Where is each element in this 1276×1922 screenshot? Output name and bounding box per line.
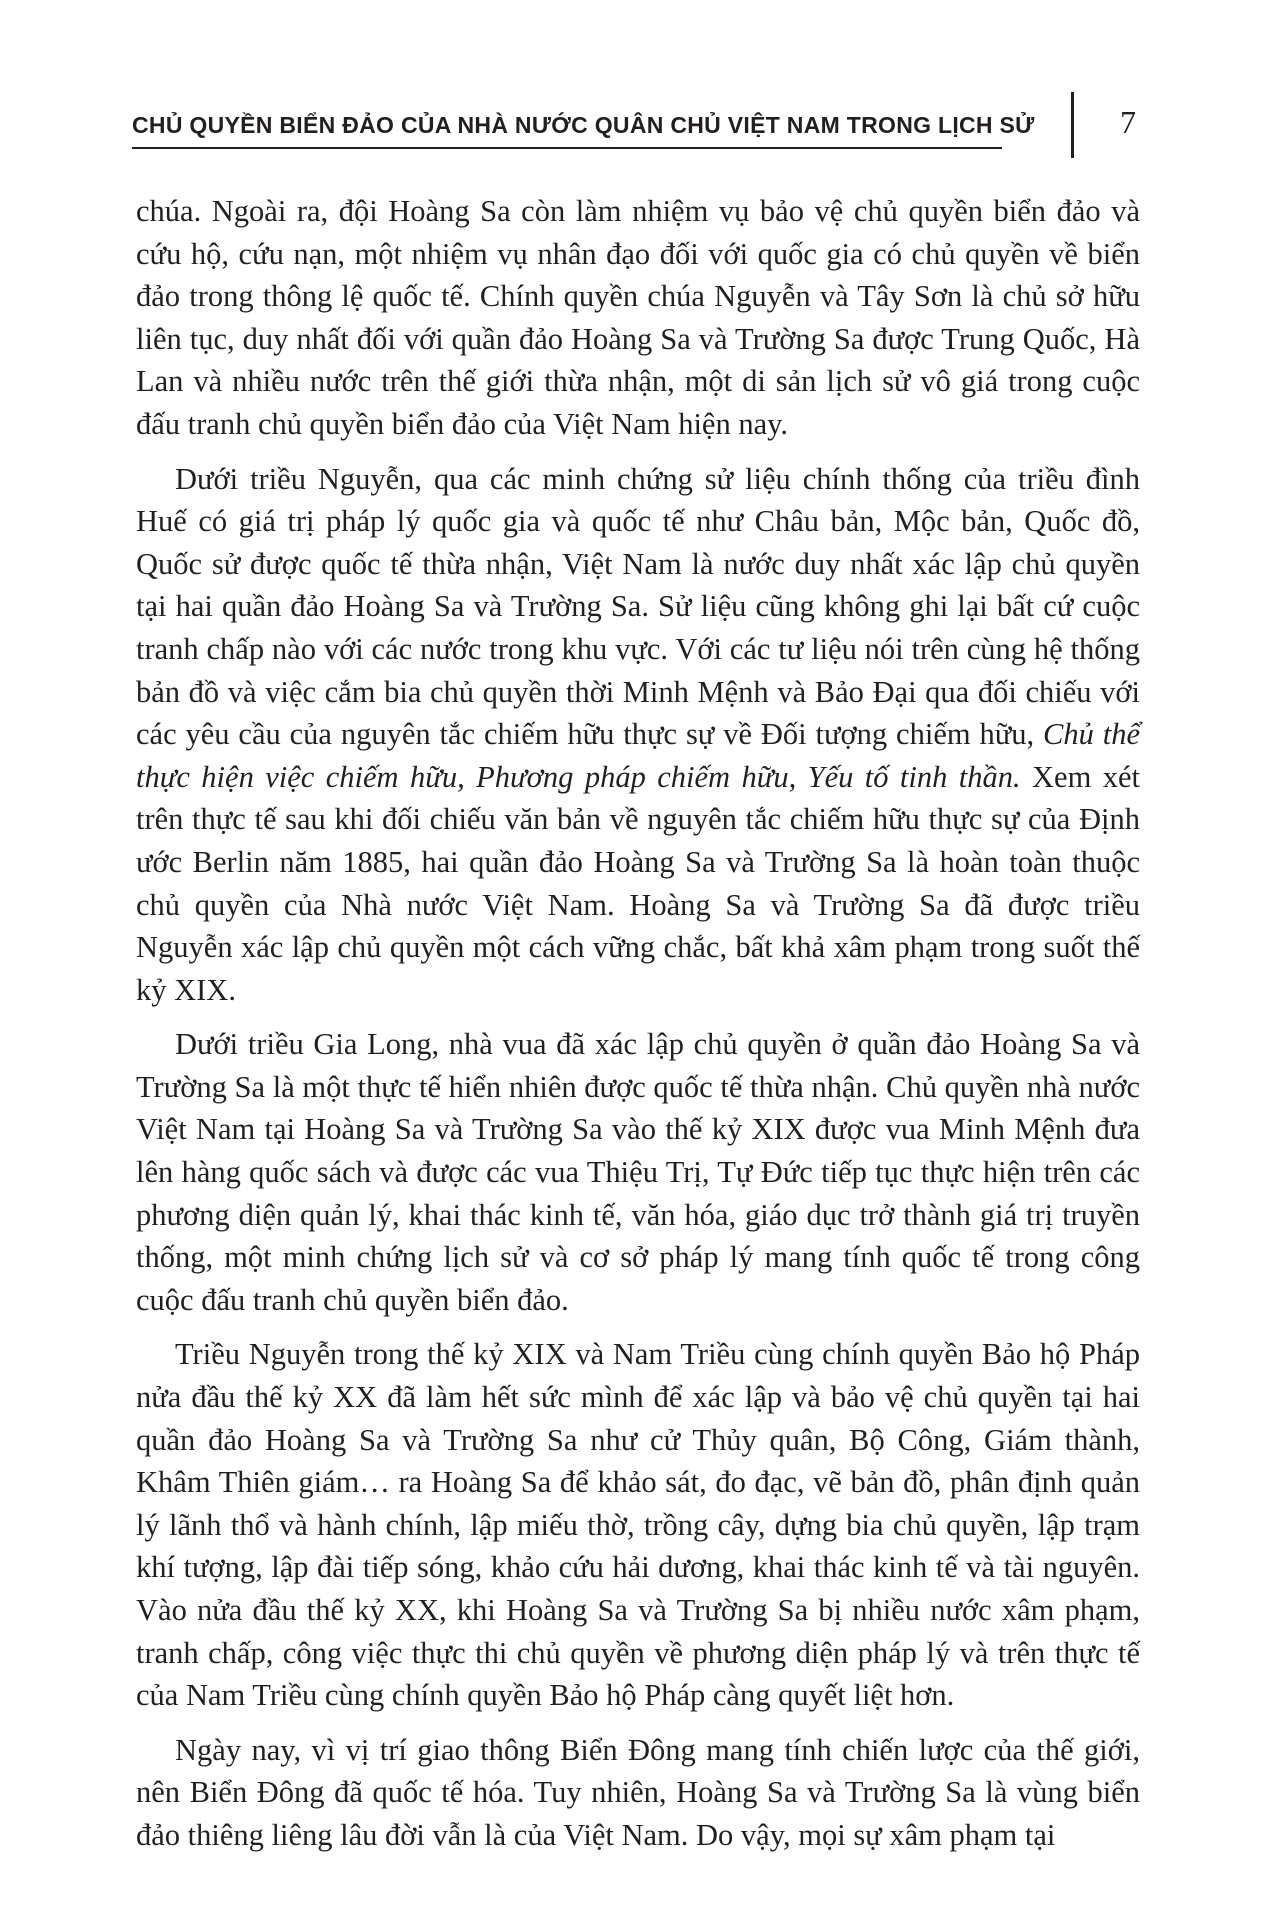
page-number-separator (1071, 92, 1074, 158)
body-text (136, 190, 1140, 1869)
paragraph-2-italic-text: Chủ thể thực hiện việc chiếm hữu, Phương pháp chiếm hữu, Yếu tố tinh thần. (136, 717, 1141, 794)
paragraph-5: Ngày nay, vì vị trí giao thông Biển Đông mang tính chiến lược của thế giới, nên Biển Đông đã quốc tế hóa. Tuy nhiên, Hoàng Sa và Trường Sa là vùng biển đảo thiêng liêng lâu đời vẫn là của Việt Nam. Do vậy, mọi sự xâm phạm tại (136, 1732, 1140, 1852)
paragraph-1: chúa. Ngoài ra, đội Hoàng Sa còn làm nhiệm vụ bảo vệ chủ quyền biển đảo và cứu hộ, cứu nạn, một nhiệm vụ nhân đạo đối với quốc gia có chủ quyền về biển đảo trong thông lệ quốc tế. Chính quyền chúa Nguyễn và Tây Sơn là chủ sở hữu liên tục, duy nhất đối với quần đảo Hoàng Sa và Trường Sa được Trung Quốc, Hà Lan và nhiều nước trên thế giới thừa nhận, một di sản lịch sử vô giá trong cuộc đấu tranh chủ quyền biển đảo của Việt Nam hiện nay. (136, 194, 1140, 441)
page-number: 7 (1120, 104, 1136, 140)
running-header-title: CHỦ QUYỀN BIỂN ĐẢO CỦA NHÀ NƯỚC QUÂN CHỦ VIỆT NAM TRONG LỊCH SỬ (132, 112, 1035, 138)
paragraph-3: Dưới triều Gia Long, nhà vua đã xác lập chủ quyền ở quần đảo Hoàng Sa và Trường Sa là một thực tế hiển nhiên được quốc tế thừa nhận. Chủ quyền nhà nước Việt Nam tại Hoàng Sa và Trường Sa vào thế kỷ XIX được vua Minh Mệnh đưa lên hàng quốc sách và được các vua Thiệu Trị, Tự Đức tiếp tục thực hiện trên các phương diện quản lý, khai thác kinh tế, văn hóa, giáo dục trở thành giá trị truyền thống, một minh chứng lịch sử và cơ sở pháp lý mang tính quốc tế trong công cuộc đấu tranh chủ quyền biển đảo. (136, 1027, 1140, 1317)
running-header (132, 100, 1035, 152)
paragraph-2 (136, 458, 1140, 1012)
paragraph-2-text-end: Xem xét trên thực tế sau khi đối chiếu văn bản về nguyên tắc chiếm hữu thực sự của Định ước Berlin năm 1885, hai quần đảo Hoàng Sa và Trường Sa là hoàn toàn thuộc chủ quyền của Nhà nước Việt Nam. Hoàng Sa và Trường Sa đã được triều Nguyễn xác lập chủ quyền một cách vững chắc, bất khả xâm phạm trong suốt thế kỷ XIX. (136, 759, 1140, 1007)
paragraph-2-text-start: Dưới triều Nguyễn, qua các minh chứng sử liệu chính thống của triều đình Huế có giá trị pháp lý quốc gia và quốc tế như Châu bản, Mộc bản, Quốc đồ, Quốc sử được quốc tế thừa nhận, Việt Nam là nước duy nhất xác lập chủ quyền tại hai quần đảo Hoàng Sa và Trường Sa. Sử liệu cũng không ghi lại bất cứ cuộc tranh chấp nào với các nước trong khu vực. Với các tư liệu nói trên cùng hệ thống bản đồ và việc cắm bia chủ quyền thời Minh Mệnh và Bảo Đại qua đối chiếu với các yêu cầu của nguyên tắc chiếm hữu thực sự về Đối tượng chiếm hữu, (136, 461, 1140, 752)
header-underline (132, 147, 1002, 149)
paragraph-4: Triều Nguyễn trong thế kỷ XIX và Nam Triều cùng chính quyền Bảo hộ Pháp nửa đầu thế kỷ XX đã làm hết sức mình để xác lập và bảo vệ chủ quyền tại hai quần đảo Hoàng Sa và Trường Sa như cử Thủy quân, Bộ Công, Giám thành, Khâm Thiên giám… ra Hoàng Sa để khảo sát, đo đạc, vẽ bản đồ, phân định quản lý lãnh thổ và hành chính, lập miếu thờ, trồng cây, dựng bia chủ quyền, lập trạm khí tượng, lập đài tiếp sóng, khảo cứu hải dương, khai thác kinh tế và tài nguyên. Vào nửa đầu thế kỷ XX, khi Hoàng Sa và Trường Sa bị nhiều nước xâm phạm, tranh chấp, công việc thực thi chủ quyền về phương diện pháp lý và trên thực tế của Nam Triều cùng chính quyền Bảo hộ Pháp càng quyết liệt hơn. (136, 1337, 1140, 1713)
